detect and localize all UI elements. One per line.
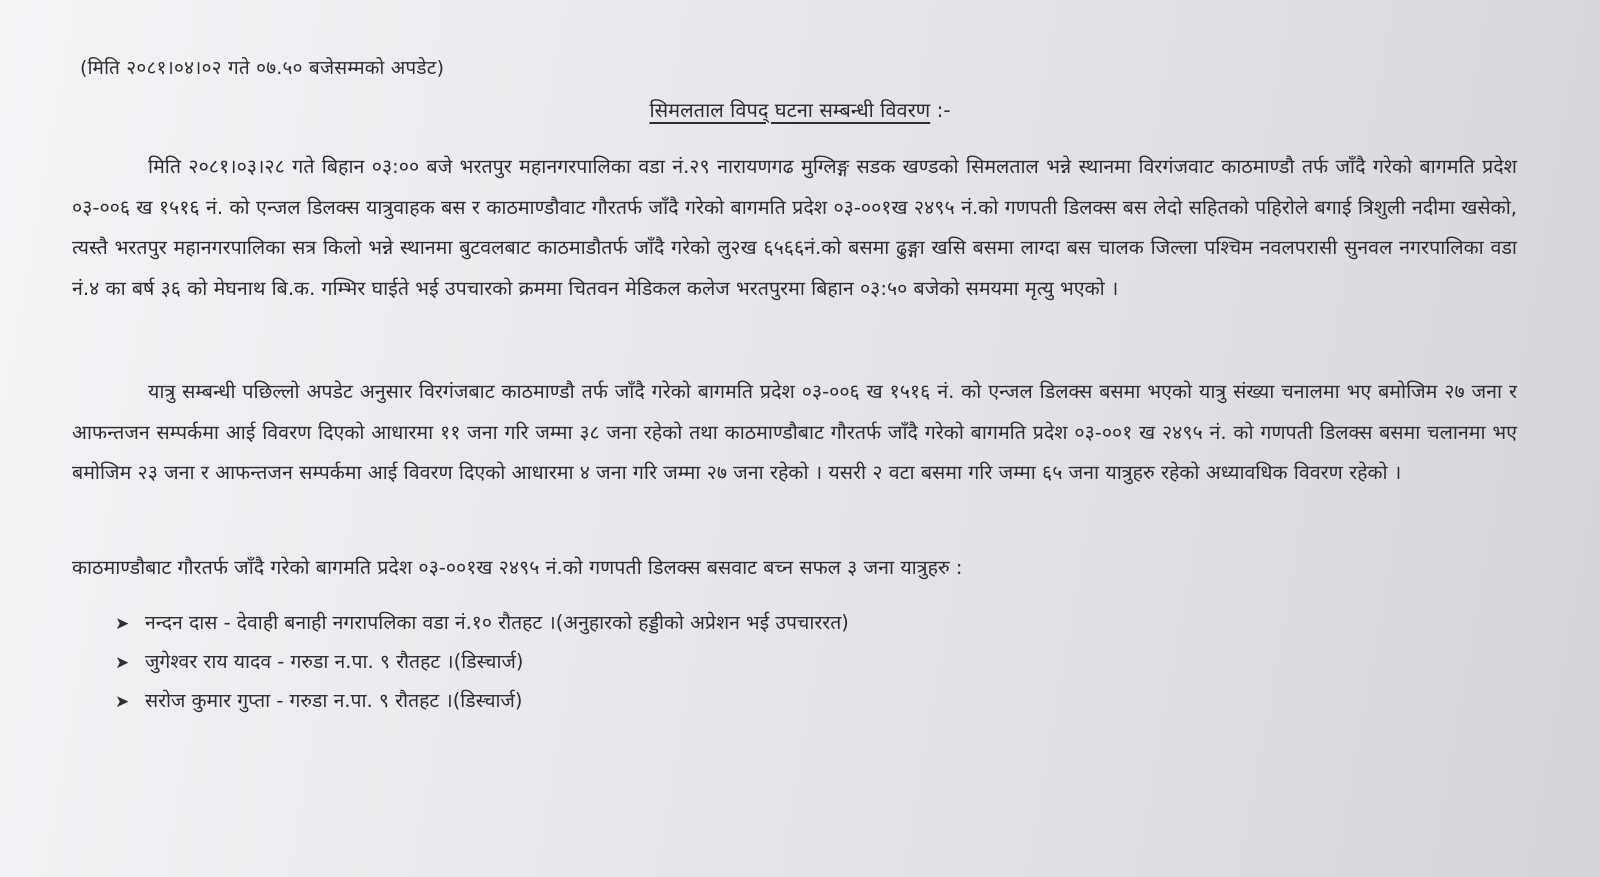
survivors-list [115,603,849,720]
document-title [0,96,1600,123]
title-text: सिमलताल विपद् घटना सम्बन्धी विवरण [649,98,931,122]
survivor-text: सरोज कुमार गुप्ता - गरुडा न.पा. ९ रौतहट ।(डिस्चार्ज) [145,689,523,712]
survivors-intro: काठमाण्डौबाट गौरतर्फ जाँदै गरेको बागमति प्रदेश ०३-००१ख २४९५ नं.को गणपती डिलक्स बसवाट बच्न सफल ३ जना यात्रुहरु : [72,556,963,579]
survivor-text: जुगेश्वर राय यादव - गरुडा न.पा. ९ रौतहट ।(डिस्चार्ज) [145,650,524,673]
list-item [115,681,849,720]
title-suffix: :- [930,98,951,122]
update-note: (मिति २०८१।०४।०२ गते ०७.५० बजेसम्मको अपडेट) [80,57,445,79]
survivor-text: नन्दन दास - देवाही बनाही नगरापलिका वडा नं.१० रौतहट ।(अनुहारको हड्डीको अप्रेशन भई उपचाररत) [145,611,849,634]
arrowhead-bullet-icon: ➤ [115,614,130,634]
incident-paragraph: मिति २०८१।०३।२८ गते बिहान ०३:०० बजे भरतपुर महानगरपालिका वडा नं.२९ नारायणगढ मुग्लिङ्ग सडक खण्डको सिमलताल भन्ने स्थानमा विरगंजवाट काठमाण्डौ तर्फ जाँदै गरेको बागमति प्रदेश ०३-००६ ख १५१६ नं. को एन्जल डिलक्स यात्रुवाहक बस र काठमाण्डौवाट गौरतर्फ जाँदै गरेको बागमति प्रदेश ०३-००१ख २४९५ नं.को गणपती डिलक्स बस लेदो सहितको पहिरोले बगाई त्रिशुली नदीमा खसेको, त्यस्तै भरतपुर महानगरपालिका सत्र किलो भन्ने स्थानमा बुटवलबाट काठमाडौतर्फ जाँदै गरेको लु२ख ६५६६नं.को बसमा ढुङ्गा खसि बसमा लाग्दा बस चालक जिल्ला पश्चिम नवलपरासी सुनवल नगरपालिका वडा नं.४ का बर्ष ३६ को मेघनाथ बि.क. गम्भिर घाईते भई उपचारको क्रममा चितवन मेडिकल कलेज भरतपुरमा बिहान ०३:५० बजेको समयमा मृत्यु भएको । [72,155,1517,300]
arrowhead-bullet-icon: ➤ [115,692,130,712]
list-item [115,642,849,681]
list-item [115,603,849,642]
passenger-update-paragraph: यात्रु सम्बन्धी पछिल्लो अपडेट अनुसार विरगंजबाट काठमाण्डौ तर्फ जाँदै गरेको बागमति प्रदेश ०३-००६ ख १५१६ नं. को एन्जल डिलक्स बसमा भएको यात्रु संख्या चनालमा भए बमोजिम २७ जना र आफन्तजन सम्पर्कमा आई विवरण दिएको आधारमा ११ जना गरि जम्मा ३८ जना रहेको तथा काठमाण्डौबाट गौरतर्फ जाँदै गरेको बागमति प्रदेश ०३-००१ ख २४९५ नं. को गणपती डिलक्स बसमा चलानमा भए बमोजिम २३ जना र आफन्तजन सम्पर्कमा आई विवरण दिएको आधारमा ४ जना गरि जम्मा २७ जना रहेको । यसरी २ वटा बसमा गरि जम्मा ६५ जना यात्रुहरु रहेको अध्यावधिक विवरण रहेको । [72,380,1517,484]
arrowhead-bullet-icon: ➤ [115,653,130,673]
